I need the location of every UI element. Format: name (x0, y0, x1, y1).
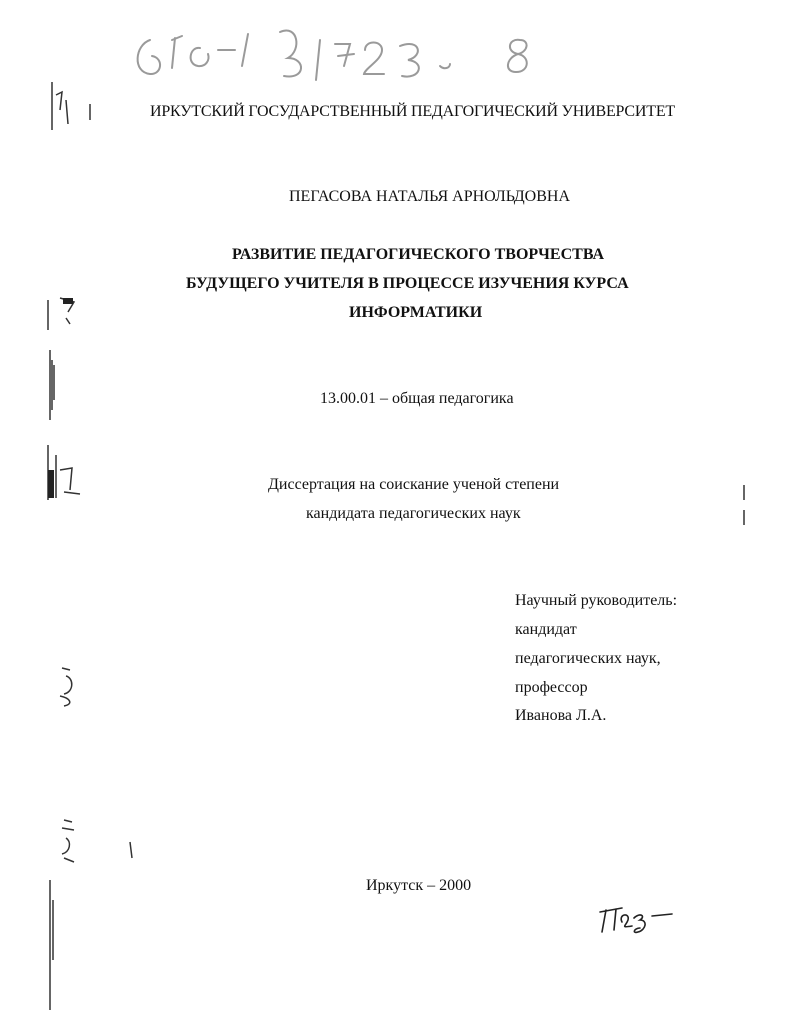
specialty-code: 13.00.01 – общая педагогика (320, 390, 514, 407)
city-year: Иркутск – 2000 (366, 877, 472, 894)
university-name: ИРКУТСКИЙ ГОСУДАРСТВЕННЫЙ ПЕДАГОГИЧЕСКИЙ УНИВЕРСИТЕТ (150, 103, 675, 120)
dissertation-line-1: Диссертация на соискание ученой степени (268, 476, 560, 493)
author-name: ПЕГАСОВА НАТАЛЬЯ АРНОЛЬДОВНА (289, 188, 571, 205)
supervisor-degree: кандидат (515, 621, 577, 638)
supervisor-rank: профессор (515, 679, 588, 696)
author-signature (596, 898, 676, 938)
thesis-title-line-2: БУДУЩЕГО УЧИТЕЛЯ В ПРОЦЕССЕ ИЗУЧЕНИЯ КУРСА (186, 275, 629, 292)
thesis-title-line-3: ИНФОРМАТИКИ (349, 304, 483, 321)
supervisor-name: Иванова Л.А. (515, 707, 607, 724)
handwritten-archive-code (120, 10, 560, 90)
thesis-title-line-1: РАЗВИТИЕ ПЕДАГОГИЧЕСКОГО ТВОРЧЕСТВА (232, 246, 605, 263)
supervisor-field: педагогических наук, (515, 650, 661, 667)
supervisor-heading: Научный руководитель: (515, 592, 678, 609)
dissertation-line-2: кандидата педагогических наук (306, 505, 521, 522)
